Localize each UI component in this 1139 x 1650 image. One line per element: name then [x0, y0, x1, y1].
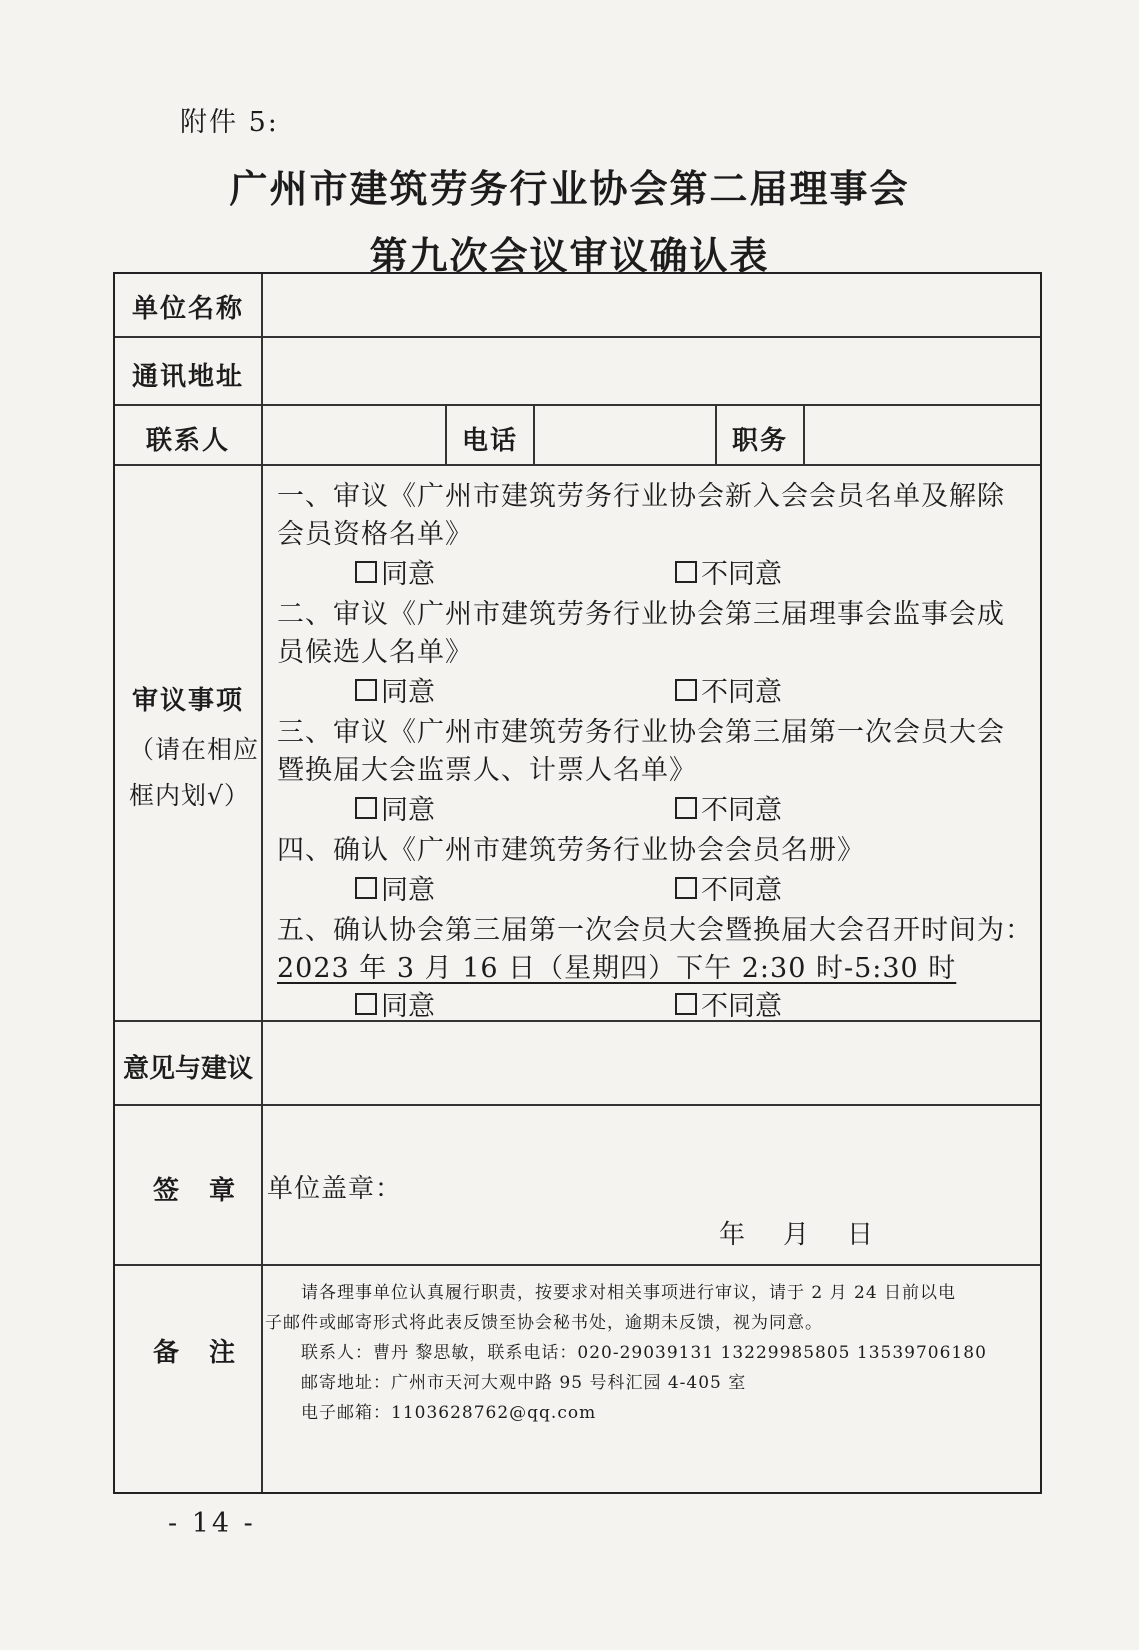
remarks-email-line: 电子邮箱：1103628762@qq.com — [301, 1403, 597, 1423]
document-title-line2: 第九次会议审议确认表 — [369, 234, 770, 278]
item-4-agree-option[interactable] — [355, 868, 435, 907]
agree-checkbox[interactable] — [355, 877, 377, 899]
agree-label: 同意 — [381, 991, 435, 1022]
agree-checkbox[interactable] — [355, 993, 377, 1015]
disagree-checkbox[interactable] — [675, 797, 697, 819]
review-item-2-line1: 二、审议《广州市建筑劳务行业协会第三届理事会监事会成 — [277, 599, 1005, 630]
disagree-checkbox[interactable] — [675, 993, 697, 1015]
row-divider — [115, 1020, 1040, 1022]
phone-field[interactable] — [537, 408, 711, 460]
phone-label: 电话 — [461, 426, 518, 456]
item-3-agree-option[interactable] — [355, 788, 435, 827]
item-2-disagree-option[interactable] — [675, 670, 782, 709]
review-items-label: 审议事项 — [131, 686, 244, 716]
disagree-label: 不同意 — [701, 991, 782, 1022]
disagree-checkbox[interactable] — [675, 561, 697, 583]
disagree-label: 不同意 — [701, 795, 782, 826]
review-item-1-line2: 会员资格名单》 — [277, 519, 473, 550]
item-1-agree-option[interactable] — [355, 552, 435, 591]
row-divider — [115, 464, 1040, 466]
disagree-checkbox[interactable] — [675, 877, 697, 899]
remarks-line2: 子邮件或邮寄形式将此表反馈至协会秘书处，逾期未反馈，视为同意。 — [265, 1313, 823, 1333]
row-divider — [115, 404, 1040, 406]
agree-checkbox[interactable] — [355, 797, 377, 819]
disagree-label: 不同意 — [701, 677, 782, 708]
item-4-disagree-option[interactable] — [675, 868, 782, 907]
opinion-field[interactable] — [265, 1024, 1035, 1100]
position-label: 职务 — [731, 426, 788, 456]
row-divider — [115, 1104, 1040, 1106]
disagree-label: 不同意 — [701, 559, 782, 590]
unit-name-field[interactable] — [265, 278, 1035, 332]
review-item-2-line2: 员候选人名单》 — [277, 637, 473, 668]
page-number: - 14 - — [168, 1508, 256, 1539]
unit-seal-label: 单位盖章： — [267, 1174, 403, 1204]
agree-label: 同意 — [381, 875, 435, 906]
item-5-disagree-option[interactable] — [675, 984, 782, 1023]
item-1-disagree-option[interactable] — [675, 552, 782, 591]
column-divider — [533, 404, 535, 464]
label-column-divider — [261, 274, 263, 1492]
signature-label: 签章 — [153, 1176, 266, 1206]
position-field[interactable] — [807, 408, 1035, 460]
remarks-label: 备注 — [153, 1338, 266, 1368]
opinion-label: 意见与建议 — [122, 1054, 253, 1084]
review-item-5-date-line: 2023 年 3 月 16 日（星期四）下午 2:30 时-5:30 时 — [277, 953, 957, 984]
remarks-line1: 请各理事单位认真履行职责，按要求对相关事项进行审议，请于 2 月 24 日前以电 — [301, 1283, 957, 1303]
row-divider — [115, 336, 1040, 338]
date-month-label: 月 — [783, 1220, 811, 1250]
review-item-3-line2: 暨换届大会监票人、计票人名单》 — [277, 755, 697, 786]
review-item-3-line1: 三、审议《广州市建筑劳务行业协会第三届第一次会员大会 — [277, 717, 1005, 748]
address-field[interactable] — [265, 340, 1035, 400]
remarks-contact-line: 联系人：曹丹 黎思敏，联系电话：020-29039131 13229985805 13539706180 — [301, 1343, 987, 1363]
date-year-label: 年 — [719, 1220, 747, 1250]
agree-checkbox[interactable] — [355, 679, 377, 701]
row-divider — [115, 1264, 1040, 1266]
item-5-agree-option[interactable] — [355, 984, 435, 1023]
agree-label: 同意 — [381, 677, 435, 708]
contact-field[interactable] — [265, 408, 441, 460]
disagree-checkbox[interactable] — [675, 679, 697, 701]
agree-label: 同意 — [381, 795, 435, 826]
item-3-disagree-option[interactable] — [675, 788, 782, 827]
review-form-table — [113, 272, 1042, 1494]
document-title-line1: 广州市建筑劳务行业协会第二届理事会 — [229, 167, 910, 211]
review-item-5-line1: 五、确认协会第三届第一次会员大会暨换届大会召开时间为： — [277, 915, 1033, 946]
review-hint-line2: 框内划√） — [129, 781, 250, 810]
review-hint-line1: （请在相应 — [129, 735, 260, 764]
attachment-label: 附件 5: — [180, 107, 279, 138]
disagree-label: 不同意 — [701, 875, 782, 906]
remarks-address-line: 邮寄地址：广州市天河大观中路 95 号科汇园 4-405 室 — [301, 1373, 747, 1393]
agree-label: 同意 — [381, 559, 435, 590]
review-item-4-line1: 四、确认《广州市建筑劳务行业协会会员名册》 — [277, 835, 865, 866]
item-2-agree-option[interactable] — [355, 670, 435, 709]
review-item-1-line1: 一、审议《广州市建筑劳务行业协会新入会会员名单及解除 — [277, 481, 1005, 512]
date-day-label: 日 — [847, 1220, 875, 1250]
unit-name-label: 单位名称 — [131, 294, 244, 324]
column-divider — [803, 404, 805, 464]
agree-checkbox[interactable] — [355, 561, 377, 583]
contact-label: 联系人 — [145, 426, 230, 456]
address-label: 通讯地址 — [131, 362, 244, 392]
